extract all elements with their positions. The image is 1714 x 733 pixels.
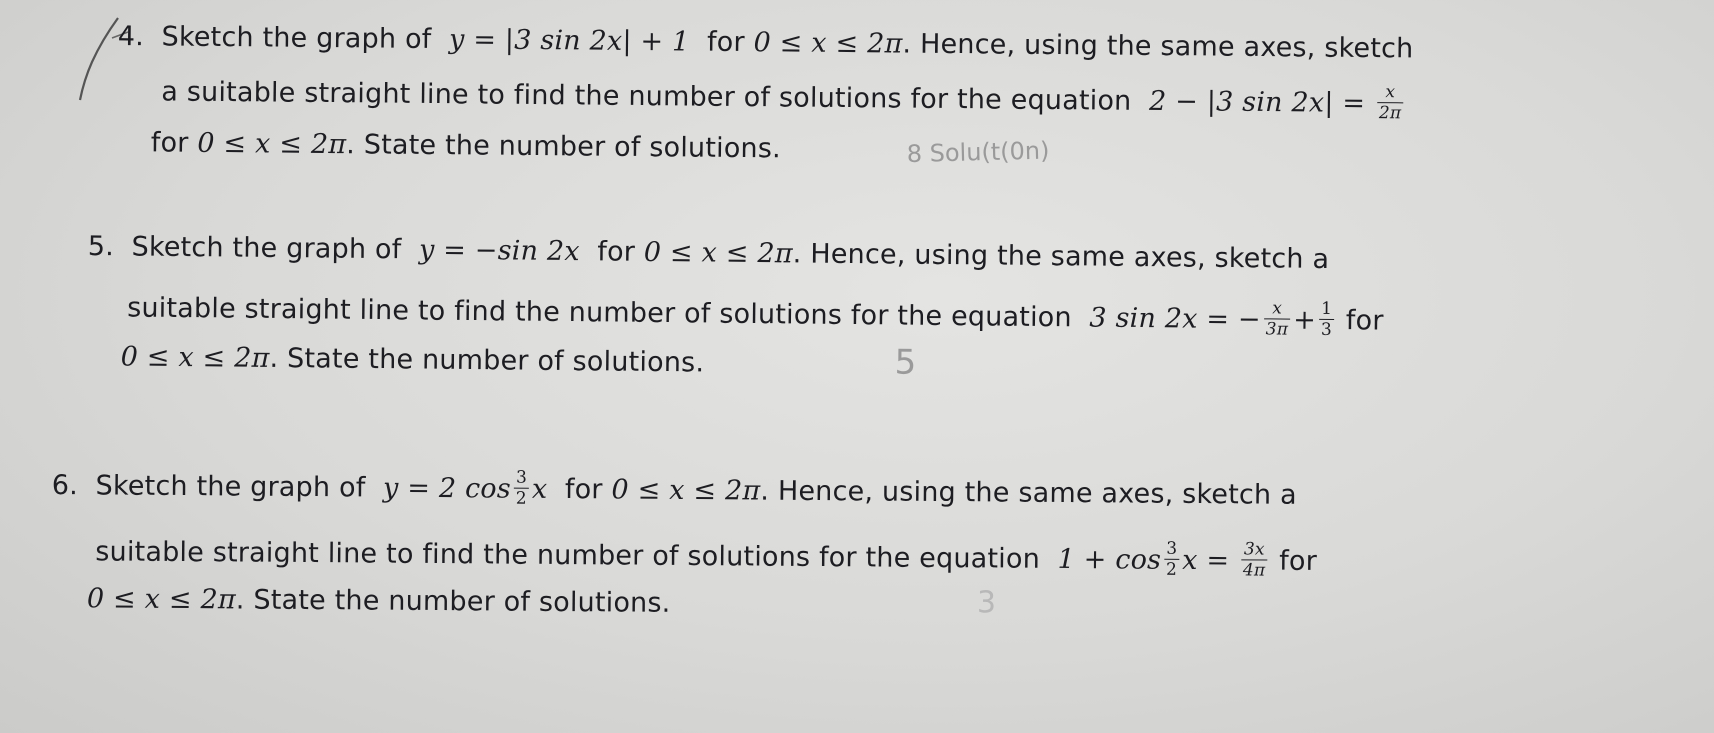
equation: 2 − |3 sin 2x| = (1148, 85, 1366, 119)
fraction: $\frac{3x}{4\pi}$ (1241, 539, 1268, 580)
question-6 (50, 466, 1714, 719)
domain-range: 0 ≤ x ≤ 2π (611, 474, 761, 507)
fraction: $\frac{3}{2}$ (1166, 538, 1178, 580)
domain-range: 0 ≤ x ≤ 2π (643, 236, 793, 270)
question-number: 6. (51, 469, 79, 502)
question-6-line-3: 0 ≤ x ≤ 2π. State the number of solutions. (86, 583, 671, 619)
fraction: $\frac{3}{2}$ (515, 467, 528, 509)
handwritten-answer: 5 (894, 342, 917, 383)
equation: y = 2 cos (382, 472, 512, 505)
question-number: 4. (117, 20, 145, 53)
question-5 (85, 230, 1714, 488)
question-number: 5. (87, 230, 115, 263)
domain-range: 0 ≤ x ≤ 2π (197, 127, 347, 161)
question-4-line-2: a suitable straight line to find the number of solutions for the equation 2 − |3 sin 2x| = $\frac{x}{2\pi}$ (161, 72, 1406, 125)
equation: 3 sin 2x = − (1089, 302, 1261, 336)
domain-range: 0 ≤ x ≤ 2π (120, 341, 270, 374)
equation: 1 + cos (1057, 543, 1162, 576)
fraction: $\frac{x}{2\pi}$ (1377, 82, 1404, 123)
question-5-line-2: suitable straight line to find the number of solutions for the equation 3 sin 2x = − $\frac{x}{3\pi}$ + $\frac{1}{3}$ for (127, 292, 1384, 341)
question-6-line-1: 6. Sketch the graph of y = 2 cos $\frac{3}{2}$ x for 0 ≤ x ≤ 2π. Hence, using the same axes, sketch a (51, 467, 1297, 511)
equation: y = |3 sin 2x| + 1 (448, 24, 690, 58)
handwritten-answer: 8 Solu(t(0n) (906, 136, 1050, 169)
handwritten-answer: 3 (976, 585, 997, 621)
question-4-line-1: 4. Sketch the graph of y = |3 sin 2x| + 1 for 0 ≤ x ≤ 2π. Hence, using the same axes, sketch (117, 20, 1414, 65)
domain-range: 0 ≤ x ≤ 2π (86, 583, 236, 616)
fraction: $\frac{1}{3}$ (1320, 298, 1333, 341)
fraction: $\frac{x}{3\pi}$ (1264, 298, 1291, 339)
equation: y = −sin 2x (418, 234, 580, 268)
question-5-line-1: 5. Sketch the graph of y = −sin 2x for 0 ≤ x ≤ 2π. Hence, using the same axes, sketch a (87, 230, 1330, 275)
question-4-line-3: for 0 ≤ x ≤ 2π. State the number of solutions. (150, 127, 782, 165)
domain-range: 0 ≤ x ≤ 2π (753, 27, 903, 60)
question-6-line-2: suitable straight line to find the number of solutions for the equation 1 + cos $\frac{3}{2}$ x = $\frac{3x}{4\pi}$ for (95, 536, 1318, 581)
question-5-line-3: 0 ≤ x ≤ 2π. State the number of solutions. (120, 341, 705, 379)
